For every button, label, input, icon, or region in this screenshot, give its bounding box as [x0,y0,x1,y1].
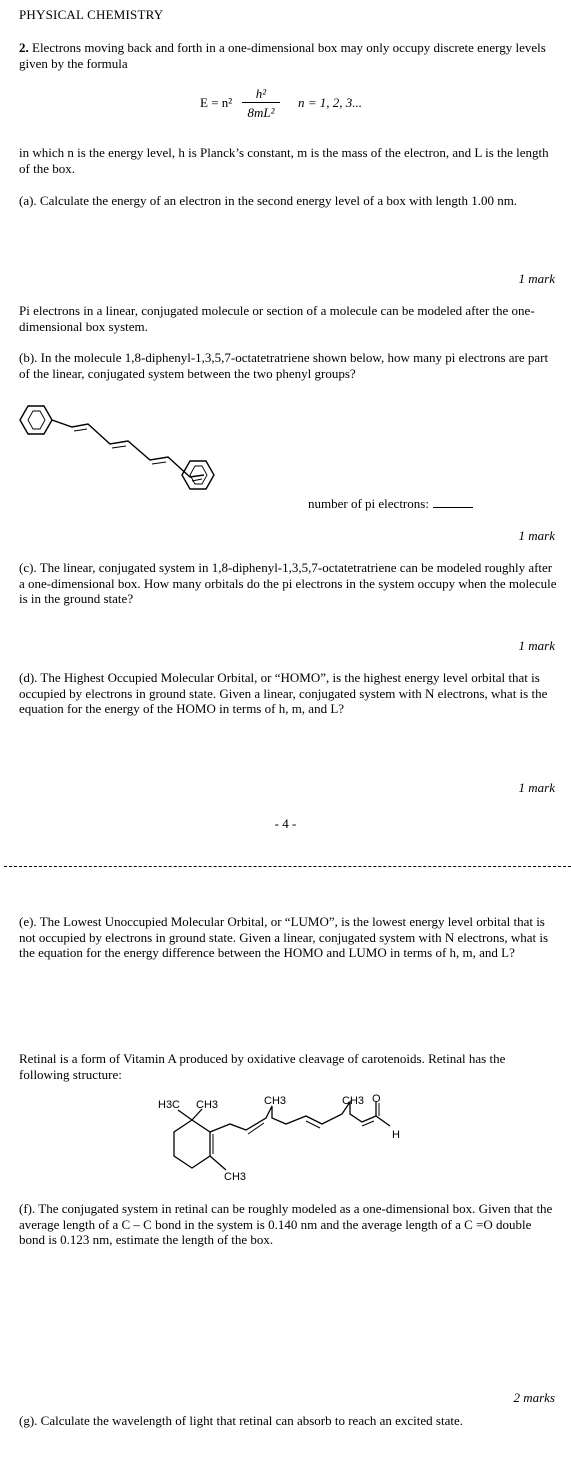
fraction-bar [242,102,280,103]
retinal-label-ch3-a: CH3 [196,1099,219,1111]
phenyl-ring-left-inner [28,411,45,429]
pi-electron-answer [308,496,473,512]
retinal-label-ch3-c: CH3 [342,1095,365,1107]
phenyl-ring-left [20,406,52,434]
question-2-intro [19,40,559,71]
part-e-text: (e). The Lowest Unoccupied Molecular Orbital, or “LUMO”, is the lowest energy level orbital that is not occupied by electrons in ground state. Given a linear, conjugated system with N electrons, what is the equation for the energy difference between the HOMO and LUMO in terms of h, m, and L? [19,914,549,960]
answer-blank[interactable] [433,497,473,508]
formula-fraction [242,86,280,120]
double-bond-1 [74,429,87,431]
part-b-text: (b). In the molecule 1,8-diphenyl-1,3,5,7-octatetratriene shown below, how many pi electrons are part of the linear, conjugated system between the two phenyl groups? [19,350,549,381]
formula-numerator: h² [255,86,267,101]
question-intro-text: Electrons moving back and forth in a one-dimensional box may only occupy discrete energy levels given by the formula [19,40,546,71]
page-break-divider [4,866,571,867]
part-c-text: (c). The linear, conjugated system in 1,8-diphenyl-1,3,5,7-octatetratriene can be modeled roughly after a one-dimensional box. How many orbitals do the pi electrons in the system occupy when the molecule is in the ground state? [19,560,557,606]
part-b-mark: 1 mark [518,528,555,543]
methyl-bond-left [178,1110,192,1120]
retinal-label-h: H [392,1129,400,1141]
retinal-label-ch3-ring: CH3 [224,1171,247,1183]
energy-formula [200,86,420,126]
part-g-text: (g). Calculate the wavelength of light that retinal can absorb to reach an excited state. [19,1413,463,1428]
cyclohexene-ring [174,1120,210,1168]
retinal-structure [150,1094,420,1186]
part-d-mark: 1 mark [518,780,555,795]
part-d-text: (d). The Highest Occupied Molecular Orbital, or “HOMO”, is the highest energy level orbital that is occupied by electrons in ground state. Given a linear, conjugated system with N electrons, what is the equation for the energy of the HOMO in terms of h, m, and L? [19,670,548,716]
formula-lhs: E = n² [200,95,233,110]
part-a-mark: 1 mark [518,271,555,286]
page-number: - 4 - [274,816,297,831]
formula-range: n = 1, 2, 3... [298,95,363,110]
formula-definitions: in which n is the energy level, h is Planck’s constant, m is the mass of the electron, and L is the length of the box. [19,145,549,176]
part-f-text: (f). The conjugated system in retinal can be roughly modeled as a one-dimensional box. Given that the average length of a C – C bond in the system is 0.140 nm and the average length of a C =O double bond is 0.123 nm, estimate the length of the box. [19,1201,553,1247]
retinal-label-o: O [372,1094,381,1105]
answer-label: number of pi electrons: [308,496,429,511]
question-number: 2. [19,40,29,55]
page-header: PHYSICAL CHEMISTRY [19,7,164,22]
part-c-mark: 1 mark [518,638,555,653]
part-a-text: (a). Calculate the energy of an electron in the second energy level of a box with length 1.00 nm. [19,193,518,208]
part-f-mark: 2 marks [513,1390,555,1405]
retinal-intro-text: Retinal is a form of Vitamin A produced by oxidative cleavage of carotenoids. Retinal has the following structure: [19,1051,506,1082]
polyene-chain [52,420,204,477]
formula-denominator: 8mL² [247,105,275,120]
double-bond-3 [152,462,166,464]
retinal-label-ch3-b: CH3 [264,1095,287,1107]
ring-methyl-bond [210,1156,226,1170]
retinal-label-h3c: H3C [158,1099,181,1111]
pi-intro-text: Pi electrons in a linear, conjugated molecule or section of a molecule can be modeled after the one-dimensional box system. [19,303,535,334]
double-bond-2 [112,446,126,448]
diphenyl-octatetraene-structure [18,400,228,500]
